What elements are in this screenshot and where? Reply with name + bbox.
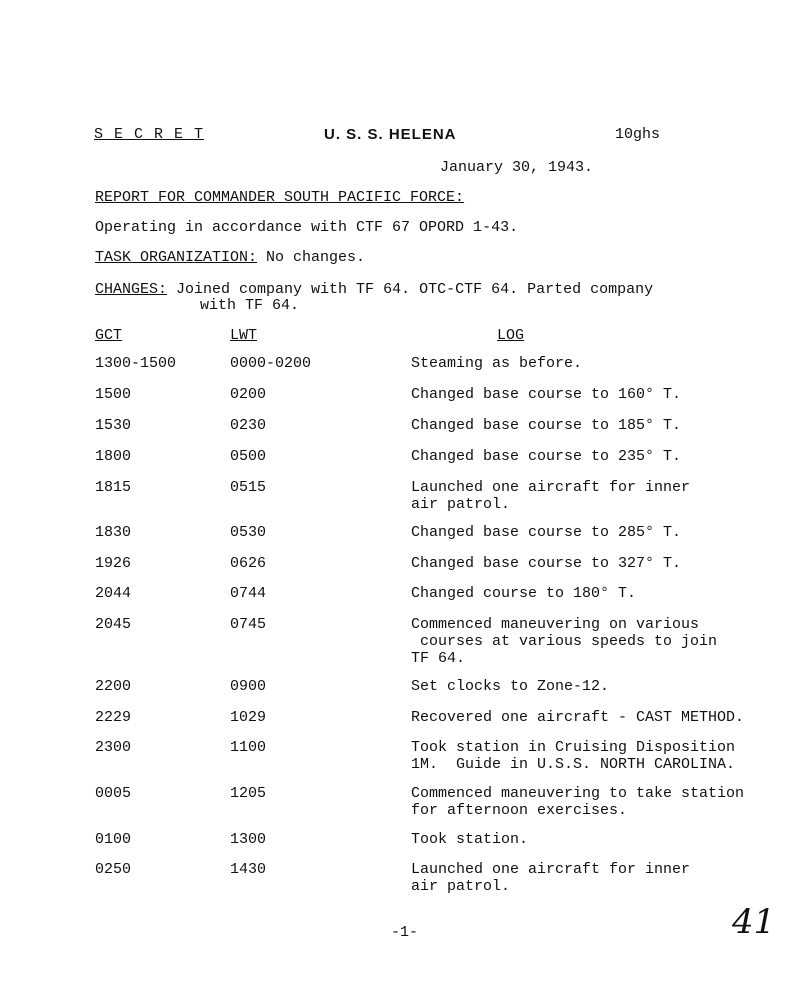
log-entry: Changed base course to 235° T. bbox=[411, 448, 682, 465]
lwt-time: 1205 bbox=[230, 785, 267, 802]
gct-time: 0100 bbox=[95, 831, 132, 848]
column-header-lwt: LWT bbox=[230, 327, 258, 344]
log-entry: Changed course to 180° T. bbox=[411, 585, 637, 602]
page-number: -1- bbox=[391, 924, 419, 941]
gct-time: 1800 bbox=[95, 448, 132, 465]
lwt-time: 0626 bbox=[230, 555, 267, 572]
lwt-time: 0900 bbox=[230, 678, 267, 695]
changes-label: CHANGES: bbox=[95, 281, 168, 298]
gct-time: 0250 bbox=[95, 861, 132, 878]
report-date: January 30, 1943. bbox=[440, 159, 594, 176]
log-entry: Recovered one aircraft - CAST METHOD. bbox=[411, 709, 745, 726]
gct-time: 0005 bbox=[95, 785, 132, 802]
log-entry: Changed base course to 160° T. bbox=[411, 386, 682, 403]
column-header-gct: GCT bbox=[95, 327, 123, 344]
lwt-time: 1100 bbox=[230, 739, 267, 756]
task-organization-text: No changes. bbox=[266, 249, 366, 266]
log-entry: Changed base course to 285° T. bbox=[411, 524, 682, 541]
gct-time: 2045 bbox=[95, 616, 132, 633]
log-entry: Set clocks to Zone-12. bbox=[411, 678, 610, 695]
task-organization-line bbox=[95, 249, 365, 266]
lwt-time: 0515 bbox=[230, 479, 267, 496]
changes-line bbox=[95, 281, 653, 298]
gct-time: 1500 bbox=[95, 386, 132, 403]
log-entry: Took station. bbox=[411, 831, 529, 848]
gct-time: 1815 bbox=[95, 479, 132, 496]
gct-time: 1830 bbox=[95, 524, 132, 541]
log-entry: Launched one aircraft for inner air patrol. bbox=[411, 479, 691, 513]
lwt-time: 0500 bbox=[230, 448, 267, 465]
gct-time: 2229 bbox=[95, 709, 132, 726]
operating-order-line: Operating in accordance with CTF 67 OPORD 1-43. bbox=[95, 219, 519, 236]
classification-marking: S E C R E T bbox=[94, 126, 205, 143]
ship-name: U. S. S. HELENA bbox=[324, 126, 457, 143]
log-entry: Changed base course to 185° T. bbox=[411, 417, 682, 434]
lwt-time: 0744 bbox=[230, 585, 267, 602]
gct-time: 2300 bbox=[95, 739, 132, 756]
gct-time: 1926 bbox=[95, 555, 132, 572]
gct-time: 2044 bbox=[95, 585, 132, 602]
log-entry: Commenced maneuvering to take station for afternoon exercises. bbox=[411, 785, 745, 819]
lwt-time: 0200 bbox=[230, 386, 267, 403]
log-entry: Commenced maneuvering on various courses at various speeds to join TF 64. bbox=[411, 616, 718, 667]
log-entry: Launched one aircraft for inner air patrol. bbox=[411, 861, 691, 895]
handwritten-page-mark: 41 bbox=[732, 902, 776, 942]
column-header-log: LOG bbox=[497, 327, 525, 344]
lwt-time: 1029 bbox=[230, 709, 267, 726]
lwt-time: 0230 bbox=[230, 417, 267, 434]
log-entry: Steaming as before. bbox=[411, 355, 583, 372]
log-entry: Changed base course to 327° T. bbox=[411, 555, 682, 572]
lwt-time: 0745 bbox=[230, 616, 267, 633]
changes-text-line1: Joined company with TF 64. OTC-CTF 64. Parted company bbox=[176, 281, 654, 298]
lwt-time: 0530 bbox=[230, 524, 267, 541]
document-code: 10ghs bbox=[615, 126, 661, 143]
gct-time: 1530 bbox=[95, 417, 132, 434]
lwt-time: 1430 bbox=[230, 861, 267, 878]
task-organization-label: TASK ORGANIZATION: bbox=[95, 249, 258, 266]
lwt-time: 0000-0200 bbox=[230, 355, 312, 372]
changes-text-line2: with TF 64. bbox=[200, 297, 300, 314]
report-heading: REPORT FOR COMMANDER SOUTH PACIFIC FORCE: bbox=[95, 189, 465, 206]
lwt-time: 1300 bbox=[230, 831, 267, 848]
log-entry: Took station in Cruising Disposition 1M. Guide in U.S.S. NORTH CAROLINA. bbox=[411, 739, 736, 773]
gct-time: 1300-1500 bbox=[95, 355, 177, 372]
gct-time: 2200 bbox=[95, 678, 132, 695]
